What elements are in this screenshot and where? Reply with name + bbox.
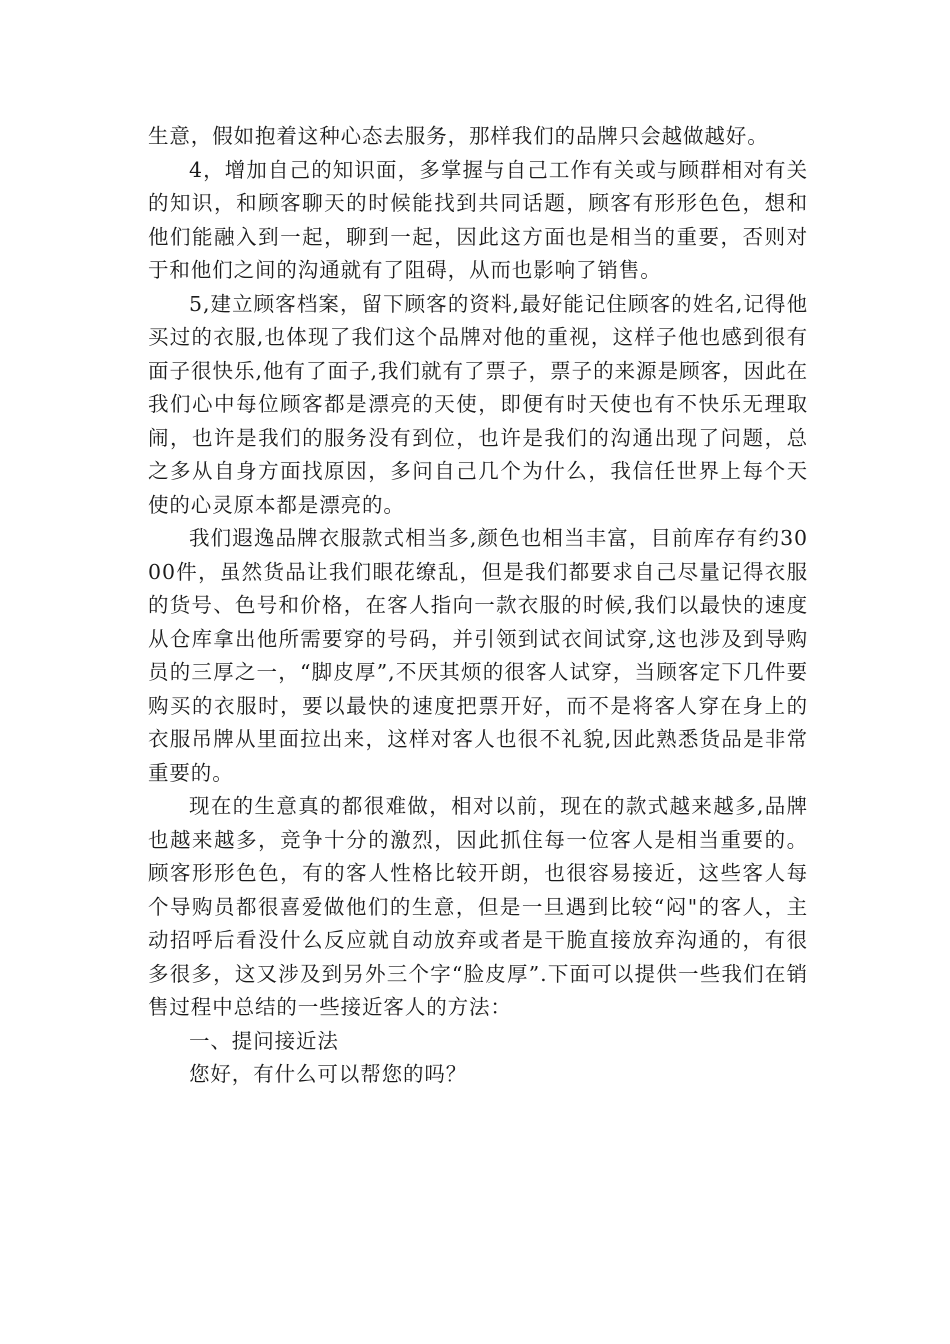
paragraph-4: 我们遐逸品牌衣服款式相当多,颜色也相当丰富，目前库存有约3000件，虽然货品让我们眼花缭乱，但是我们都要求自己尽量记得衣服的货号、色号和价格，在客人指向一款衣服的时候,我们以最快的速度从仓库拿出他所需要穿的号码，并引领到试衣间试穿,这也涉及到导购员的三厚之一，“脚皮厚”,不厌其烦的很客人试穿，当顾客定下几件要购买的衣服时，要以最快的速度把票开好，而不是将客人穿在身上的衣服吊牌从里面拉出来，这样对客人也很不礼貌,因此熟悉货品是非常重要的。 — [148, 526, 808, 785]
section-heading: 一、提问接近法 — [189, 1028, 339, 1053]
paragraph-5: 现在的生意真的都很难做，相对以前，现在的款式越来越多,品牌也越来越多，竞争十分的激烈，因此抓住每一位客人是相当重要的。顾客形形色色，有的客人性格比较开朗，也很容易接近，这些客人每个导购员都很喜爱做他们的生意，但是一旦遇到比较“闷"的客人，主动招呼后看没什么反应就自动放弃或者是干脆直接放弃沟通的，有很多很多，这又涉及到另外三个字“脸皮厚”.下面可以提供一些我们在销售过程中总结的一些接近客人的方法： — [148, 794, 808, 1019]
paragraph-3: 5,建立顾客档案，留下顾客的资料,最好能记住顾客的姓名,记得他买过的衣服,也体现了我们这个品牌对他的重视，这样子他也感到很有面子很快乐,他有了面子,我们就有了票子，票子的来源是顾客，因此在我们心中每位顾客都是漂亮的天使，即便有时天使也有不快乐无理取闹，也许是我们的服务没有到位，也许是我们的沟通出现了问题，总之多从自身方面找原因，多问自己几个为什么，我信任世界上每个天使的心灵原本都是漂亮的。 — [148, 291, 808, 517]
document-page — [148, 120, 808, 1092]
paragraph-6: 您好，有什么可以帮您的吗？ — [189, 1062, 468, 1086]
paragraph-2: 4，增加自己的知识面，多掌握与自己工作有关或与顾群相对有关的知识，和顾客聊天的时候能找到共同话题，顾客有形形色色，想和他们能融入到一起，聊到一起，因此这方面也是相当的重要，否则对于和他们之间的沟通就有了阻碍，从而也影响了销售。 — [148, 157, 808, 282]
paragraph-1: 生意，假如抱着这种心态去服务，那样我们的品牌只会越做越好。 — [148, 124, 769, 148]
